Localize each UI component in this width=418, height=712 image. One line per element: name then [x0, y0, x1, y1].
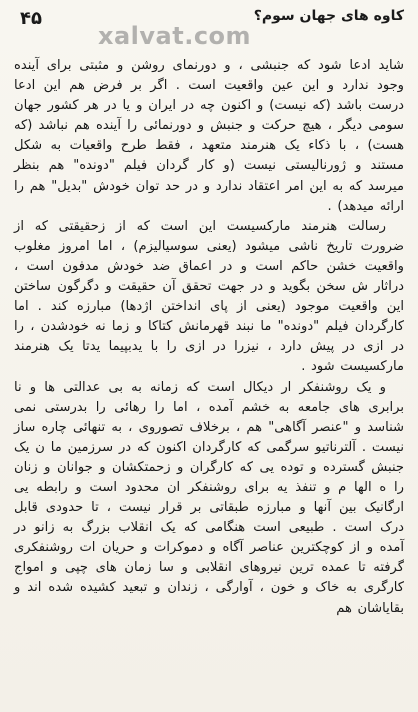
paragraph-2: رسالت هنرمند مارکسیست این است که از زحقیقتی که از ضرورت تاریخ ناشی میشود (یعنی سوسیالیزم) ، اما امروز مغلوب واقعیت خشن حاکم است و در اعماق ضد خودش مدفون است ، دراثار ش سخن بگوید و در جهت تحقق آن حقیقت و دگرگون ساختن این واقعیت موجود (یعنی از پای انداختن اژدها) مبارزه کند . اما کارگردان فیلم "دونده" ما نبند قهرمانش کتاکا و زما نه خودشدن ، را در ازی در پیش دارد ، نیزرا در ازی را با یدبپیما یدتا یک هنرمند مارکسیست شود .	[14, 218, 404, 375]
paragraph-1: شاید ادعا شود که جنبشی ، و دورنمای روشن و مثبتی برای آینده وجود ندارد و این عین واقعیت است . اگر بر فرض هم این ادعا درست باشد (که نیست) و اکنون چه در ایران و یا در هر کشور جهان سومی دیگر ، هیچ حرکت و جنبش و دورنمائی را آینده هم نباشد (که هست) ، با ذکاء یک هنرمند متعهد ، فقط طرح واقعیات به شکل مستند و ژورنالیستی نیست (و کار گردان فیلم "دونده" هم بنظر میرسد که به این امر اعتقاد ندارد و در حد توان خودش "بدیل" هم را ارائه میدهد) .	[14, 58, 404, 214]
watermark-text: xalvat.com	[98, 22, 252, 50]
body-text	[14, 56, 404, 706]
paragraph-3: و یک روشنفکر ار دیکال است که زمانه به بی عدالتی ها و نا برابری های جامعه به خشم آمده ، اما را رهائی را بدرستی نمی شناسد و "عنصر آگاهی" هم ، برخلاف تصوروی ، به تنهائی چاره ساز نیست . آلترناتیو سرگمی که کارگردان اکنون که در سرزمین ما ن یک جنبش گسترده و توده یی که کارگران و زحمتکشان و جوانان و زنان را ه الها م و تنفذ یه برای روشنفکر ان محدود است و رابطه یی ارگانیک بین آنها و مبارزه طبقاتی بر قرار نیست ، تا حدودی قابل درک است . طبیعی است هنگامی که یک انقلاب بزرگ به زانو در آمده و از کوچکترین عناصر آگاه و دموکرات و حریان ات روشنفکری گرفته تا عمده ترین نیروهای انقلابی و سا زمان های چپی و امواج کارگری به خاک و خون ، آوارگی ، زندان و تبعید کشیده شده اند و بقایاشان هم	[14, 379, 404, 616]
page-number: ۴۵	[20, 8, 42, 29]
running-title: کاوه های جهان سوم؟	[253, 8, 404, 24]
